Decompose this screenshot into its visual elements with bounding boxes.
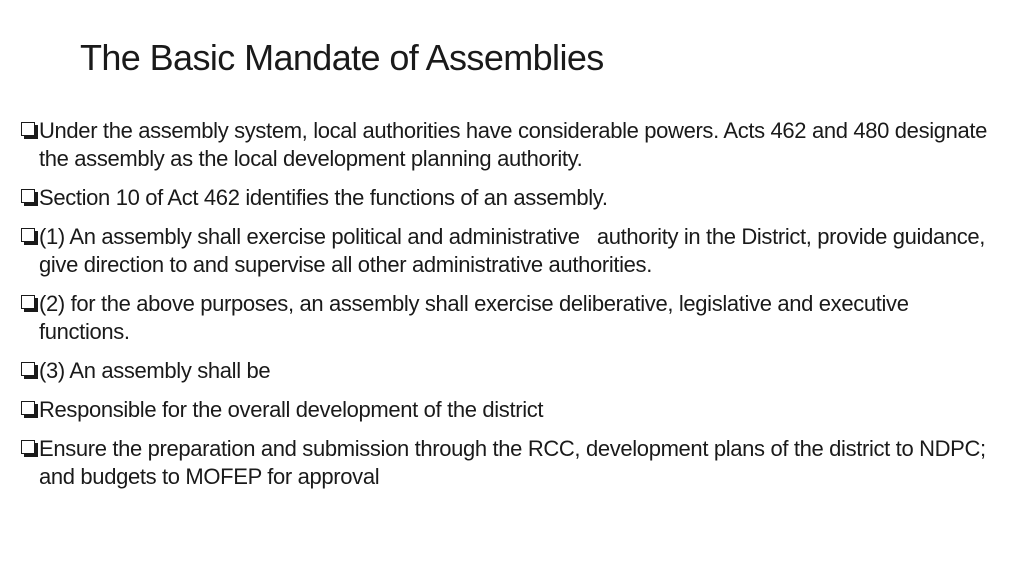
bullet-item [20, 290, 995, 346]
checkbox-square-icon [21, 362, 35, 376]
slide-title: The Basic Mandate of Assemblies [80, 37, 604, 78]
bullet-item [20, 435, 995, 491]
bullet-item [20, 117, 995, 173]
bullet-text: Under the assembly system, local authorities have considerable powers. Acts 462 and 480 designate the assembly as the local development planning authority. [39, 118, 988, 171]
bullet-text: (3) An assembly shall be [39, 358, 271, 383]
bullet-text: (1) An assembly shall exercise political and administrative authority in the District, provide guidance, give direction to and supervise all other administrative authorities. [39, 224, 991, 277]
checkbox-square-icon [21, 122, 35, 136]
bullet-list [20, 117, 995, 502]
bullet-item [20, 357, 995, 385]
bullet-text: Section 10 of Act 462 identifies the functions of an assembly. [39, 185, 608, 210]
bullet-text: (2) for the above purposes, an assembly shall exercise deliberative, legislative and executive functions. [39, 291, 909, 344]
checkbox-square-icon [21, 440, 35, 454]
bullet-text: Ensure the preparation and submission through the RCC, development plans of the district to NDPC; and budgets to MOFEP for approval [39, 436, 986, 489]
bullet-text: Responsible for the overall development of the district [39, 397, 544, 422]
bullet-item [20, 184, 995, 212]
bullet-item [20, 396, 995, 424]
checkbox-square-icon [21, 401, 35, 415]
checkbox-square-icon [21, 295, 35, 309]
bullet-item [20, 223, 995, 279]
checkbox-square-icon [21, 189, 35, 203]
checkbox-square-icon [21, 228, 35, 242]
